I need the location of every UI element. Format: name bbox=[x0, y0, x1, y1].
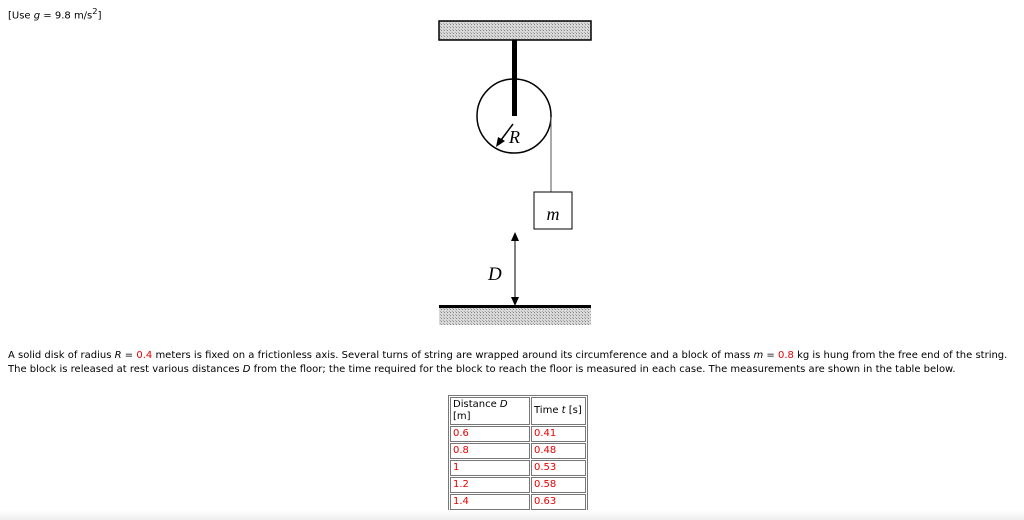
problem-text-2: = bbox=[121, 350, 137, 361]
time-cell: 0.58 bbox=[531, 477, 586, 493]
time-cell: 0.63 bbox=[531, 494, 586, 510]
table-row bbox=[450, 443, 586, 459]
distance-header-var: D bbox=[499, 399, 508, 410]
table-row bbox=[450, 426, 586, 442]
distance-arrow-head-down bbox=[511, 297, 519, 306]
mass-variable: m bbox=[753, 350, 764, 361]
radius-label: R bbox=[509, 127, 520, 147]
time-cell: 0.53 bbox=[531, 460, 586, 476]
ceiling bbox=[439, 21, 591, 40]
distance-cell: 0.6 bbox=[450, 426, 530, 442]
hint-suffix: ] bbox=[97, 10, 102, 22]
distance-label: D bbox=[488, 264, 502, 285]
radius-variable: R bbox=[114, 350, 122, 361]
mass-value: 0.8 bbox=[777, 350, 794, 361]
mass-label: m bbox=[546, 204, 560, 224]
time-cell: 0.48 bbox=[531, 443, 586, 459]
table-row bbox=[450, 477, 586, 493]
problem-text-6: from the floor; the time required for the block to reach the floor is measured in each case. The measurements are shown in the table below. bbox=[250, 364, 956, 375]
distance-variable: D bbox=[242, 364, 251, 375]
time-cell: 0.41 bbox=[531, 426, 586, 442]
support-rod bbox=[512, 40, 517, 116]
distance-header-text: Distance bbox=[453, 399, 500, 410]
time-header bbox=[531, 397, 586, 425]
distance-cell: 0.8 bbox=[450, 443, 530, 459]
time-header-var: t bbox=[561, 405, 566, 416]
hint-g-variable: g bbox=[33, 10, 41, 22]
bottom-edge bbox=[0, 510, 1024, 520]
measurements-table bbox=[448, 395, 588, 512]
floor bbox=[439, 307, 591, 325]
hint-exponent: 2 bbox=[92, 6, 98, 16]
time-header-text: Time bbox=[534, 405, 562, 416]
table-header-row bbox=[450, 397, 586, 425]
distance-cell: 1.2 bbox=[450, 477, 530, 493]
hint-equals-value: = 9.8 m/s bbox=[40, 10, 93, 22]
distance-header bbox=[450, 397, 530, 425]
table-row bbox=[450, 494, 586, 510]
distance-cell: 1.4 bbox=[450, 494, 530, 510]
time-header-unit: [s] bbox=[565, 405, 582, 416]
problem-statement bbox=[8, 349, 1013, 377]
problem-text-4: = bbox=[763, 350, 778, 361]
distance-header-unit: [m] bbox=[453, 411, 471, 422]
table-row bbox=[450, 460, 586, 476]
distance-arrow-head-up bbox=[511, 232, 519, 241]
problem-text-1: A solid disk of radius bbox=[8, 350, 115, 361]
problem-text-5: kg is hung from the free end of the string. The block is released at rest various distances bbox=[8, 350, 1008, 375]
distance-cell: 1 bbox=[450, 460, 530, 476]
hint-prefix: [Use bbox=[8, 10, 34, 22]
radius-value: 0.4 bbox=[136, 350, 153, 361]
problem-text-3: meters is fixed on a frictionless axis. Several turns of string are wrapped around its circumference and a block of mass bbox=[152, 350, 754, 361]
radius-arrow-head bbox=[496, 137, 505, 147]
